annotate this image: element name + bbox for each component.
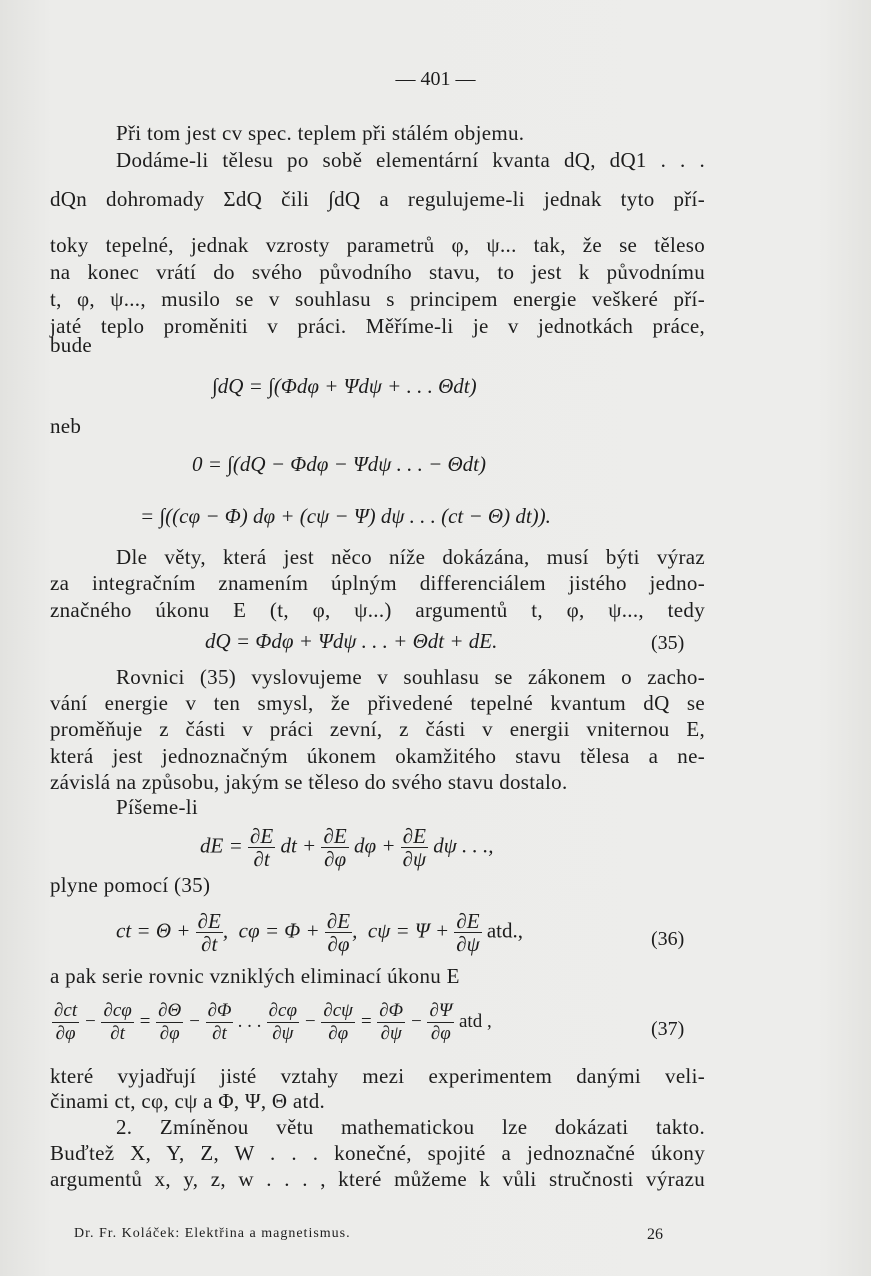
text-line: Při tom jest cv spec. teplem při stálém objemu. [116,121,525,145]
text-line: 2. Zmíněnou větu mathematickou lze dokázati takto. [116,1115,705,1139]
equation-number-37: (37) [651,1018,685,1040]
text-line: závislá na způsobu, jakým se těleso do svého stavu dostalo. [50,770,568,794]
equation-36: ct = Θ + $\frac{\partial E}{\partial t}$ , cφ = Φ + $\frac{\partial E}{\partial\varphi}$ , cψ = Ψ + $\frac{\partial E}{\partial\psi}$ atd., [116,909,523,956]
footer-author: Dr. Fr. Koláček: Elektřina a magnetismus. [74,1226,351,1241]
text-line: Dle věty, která jest něco níže dokázána, musí býti výraz [116,545,705,569]
equation-2: 0 = ∫(dQ − Φdφ − Ψdψ . . . − Θdt) [192,452,486,476]
equation-35: dQ = Φdφ + Ψdψ . . . + Θdt + dE. [205,629,498,653]
text-line: jaté teplo proměniti v práci. Měříme-li je v jednotkách práce, [50,314,705,338]
text-line: toky tepelné, jednak vzrosty parametrů φ, ψ... tak, že se těleso [50,233,705,257]
text-line: která jest jednoznačným úkonem okamžitého stavu tělesa a ne- [50,744,705,768]
text-line: Rovnici (35) vyslovujeme v souhlasu se zákonem o zacho- [116,665,705,689]
equation-37: $\frac{\partial ct}{\partial\varphi}$ − $\frac{\partial c\varphi}{\partial t}$ = $\frac{\partial\Theta}{\partial\varphi}$ − $\frac{\partial\Phi}{\partial t}$ . . . $\frac{\partial c\varphi}{\partial\psi}$ − $\frac{\partial c\psi}{\partial\varphi}$ = $\frac{\partial\Phi}{\partial\psi}$ − $\frac{\partial\Psi}{\partial\varphi}$ atd , [54,1000,492,1044]
text-line: bude [50,333,93,357]
text-neb: neb [50,414,82,438]
text-line: na konec vrátí do svého původního stavu, to jest k původnímu [50,260,705,284]
text-line: dQn dohromady ΣdQ čili ∫dQ a regulujeme-li jednak tyto pří- [50,187,705,211]
text-line: které vyjadřují jisté vztahy mezi experimentem danými veli- [50,1064,705,1088]
text-line: a pak serie rovnic vzniklých eliminací úkonu E [50,964,460,988]
equation-1: ∫dQ = ∫(Φdφ + Ψdψ + . . . Θdt) [212,374,477,398]
footer-signature: 26 [647,1226,663,1243]
text-line: Píšeme-li [116,795,199,819]
equation-number-35: (35) [651,632,685,654]
text-line: značného úkonu E (t, φ, ψ...) argumentů t, φ, ψ..., tedy [50,598,705,622]
text-line: za integračním znamením úplným differenciálem jistého jedno- [50,571,705,595]
text-line: vání energie v ten smysl, že přivedené tepelné kvantum dQ se [50,691,705,715]
page-number: — 401 — [395,68,476,90]
text-line: plyne pomocí (35) [50,873,211,897]
text-line: t, φ, ψ..., musilo se v souhlasu s principem energie veškeré pří- [50,287,705,311]
equation-3: = ∫((cφ − Φ) dφ + (cψ − Ψ) dψ . . . (ct − Θ) dt)). [140,504,551,528]
text-line: proměňuje z části v práci zevní, z části v energii vniternou E, [50,717,705,741]
equation-number-36: (36) [651,928,685,950]
text-line: Buďtež X, Y, Z, W . . . konečné, spojité a jednoznačné úkony [50,1141,705,1165]
equation-dE: dE = $\frac{\partial E}{\partial t}$ dt + $\frac{\partial E}{\partial\varphi}$ dφ + $\frac{\partial E}{\partial\psi}$ dψ . . ., [200,824,494,871]
text-line: činami ct, cφ, cψ a Φ, Ψ, Θ atd. [50,1089,326,1113]
text-line: argumentů x, y, z, w . . . , které můžeme k vůli stručnosti výrazu [50,1167,705,1191]
text-line: Dodáme-li tělesu po sobě elementární kvanta dQ, dQ1 . . . [116,148,705,172]
